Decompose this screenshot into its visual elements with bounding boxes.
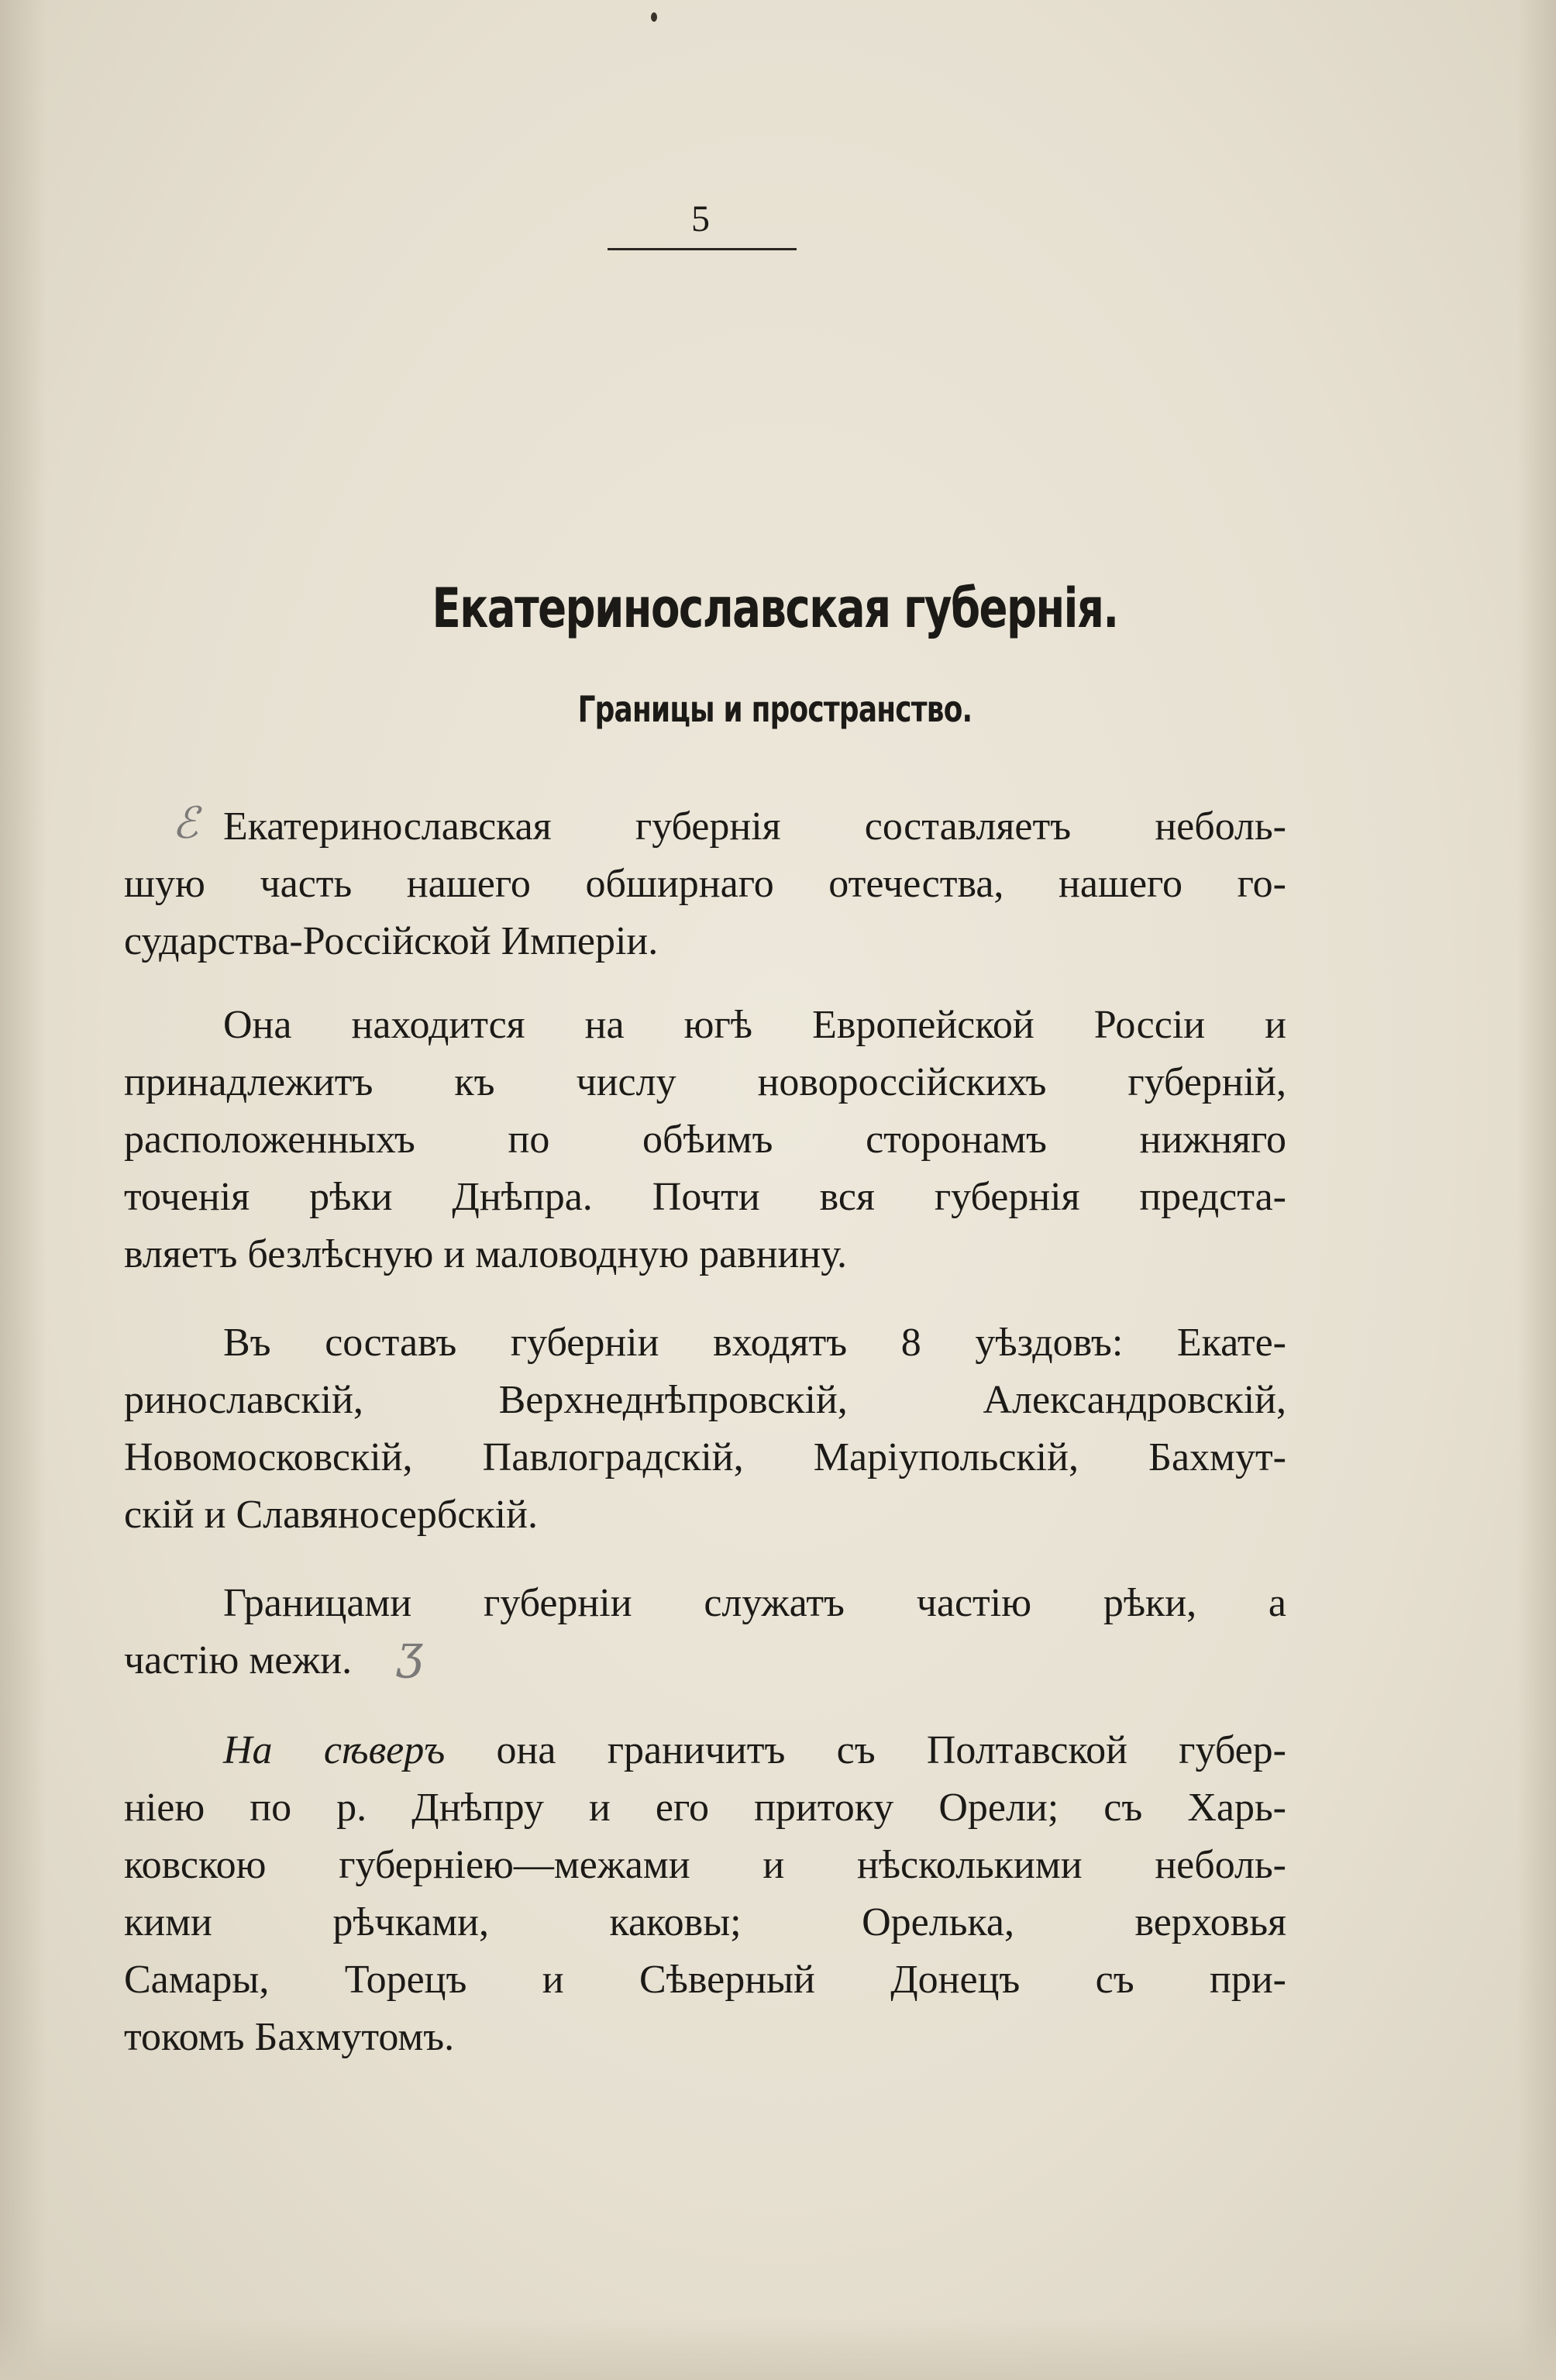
- paragraph-line: токомъ Бахмутомъ.: [124, 2015, 455, 2059]
- paragraph-line: Екатеринославская губернія составляетъ неболь-: [223, 804, 1286, 849]
- paragraph-2: [124, 997, 1286, 1283]
- paragraph-1: [124, 798, 1286, 970]
- paragraph-4: [124, 1575, 1286, 1689]
- paragraph-line: Въ составъ губерніи входятъ 8 уѣздовъ: Екате-: [223, 1321, 1286, 1365]
- paragraph-line: ринославскій, Верхнеднѣпровскій, Александровскій,: [124, 1378, 1286, 1422]
- paragraph-3: [124, 1314, 1286, 1544]
- paragraph-line: скій и Славяносербскій.: [124, 1493, 538, 1537]
- page-number-rule: [608, 248, 797, 250]
- paragraph-line: расположенныхъ по обѣимъ сторонамъ нижняго: [124, 1118, 1286, 1162]
- page-number: 5: [691, 198, 710, 239]
- paragraph-line: ковскою губерніею—межами и нѣсколькими неболь-: [124, 1843, 1286, 1887]
- paragraph-line: точенія рѣки Днѣпра. Почти вся губернія предста-: [124, 1175, 1286, 1219]
- paragraph-line: Новомосковскій, Павлоградскій, Маріупольскій, Бахмут-: [124, 1435, 1286, 1479]
- paragraph-line: ніею по р. Днѣпру и его притоку Орели; съ Харь-: [124, 1786, 1286, 1830]
- paragraph-line: вляетъ безлѣсную и маловодную равнину.: [124, 1232, 848, 1276]
- paragraph-line-rest: она граничитъ съ Полтавской губер-: [445, 1728, 1286, 1772]
- ink-speck: [651, 12, 657, 22]
- paragraph-line: частію межи.: [124, 1638, 353, 1683]
- page-shadow-bottom: [0, 2318, 1556, 2380]
- paragraph-line: сударства-Россійской Имперіи.: [124, 919, 659, 963]
- paragraph-line: [124, 1722, 1286, 1779]
- pencil-annotation-mark: ʒ: [397, 1625, 423, 1679]
- paragraph-line: Самары, Торецъ и Сѣверный Донецъ съ при-: [124, 1958, 1286, 2002]
- paragraph-line: Границами губерніи служатъ частію рѣки, а: [223, 1581, 1286, 1625]
- paragraph-line: Она находится на югѣ Европейской Россіи и: [223, 1003, 1286, 1047]
- paragraph-line: принадлежитъ къ числу новороссійскихъ губерній,: [124, 1060, 1286, 1104]
- page-title: Екатеринославская губернія.: [432, 577, 1118, 640]
- page-shadow-right: [1517, 0, 1556, 2380]
- paragraph-line: кими рѣчками, каковы; Орелька, верховья: [124, 1900, 1286, 1944]
- page-shadow-left: [0, 0, 46, 2380]
- paragraph-line: шую часть нашего обширнаго отечества, нашего го-: [124, 862, 1286, 906]
- pencil-annotation-mark: ℰ: [172, 798, 198, 849]
- section-subtitle: Границы и пространство.: [577, 688, 972, 730]
- italic-lead: На сѣверъ: [223, 1728, 446, 1772]
- paragraph-5: [124, 1722, 1286, 2066]
